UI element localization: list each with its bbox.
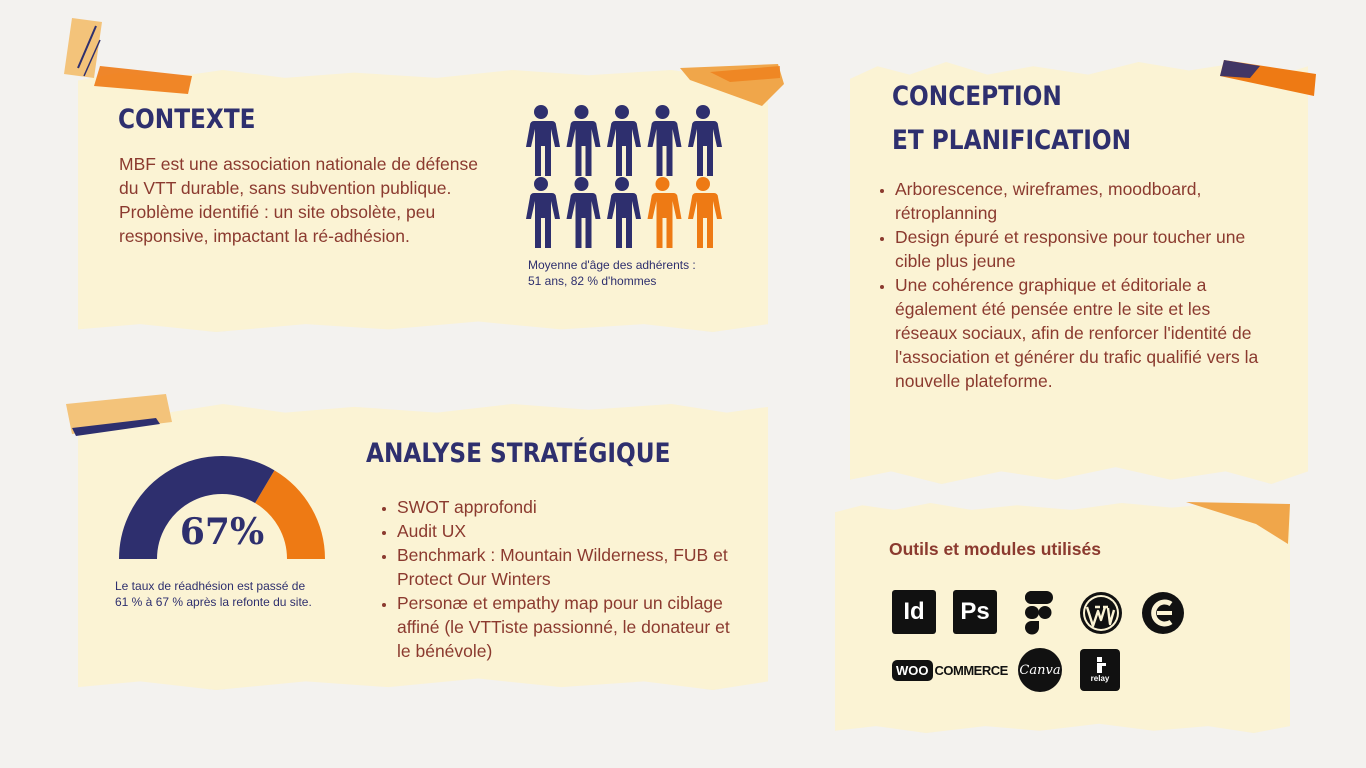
contexte-text <box>119 152 489 248</box>
relay-label: relay <box>1090 674 1110 683</box>
person-icon <box>688 177 722 248</box>
age-caption-line: 51 ans, 82 % d'hommes <box>528 274 657 288</box>
contexte-paragraph: MBF est une association nationale de défense du VTT durable, sans subvention publique. <box>119 154 478 198</box>
gauge-caption <box>115 578 350 610</box>
tape-decoration <box>1220 58 1318 102</box>
person-icon <box>526 105 560 176</box>
age-caption <box>528 257 748 289</box>
person-icon <box>607 177 641 248</box>
elementor-icon <box>1140 590 1186 636</box>
person-icon <box>567 177 601 248</box>
person-icon <box>648 105 682 176</box>
woocommerce-icon <box>892 657 1008 683</box>
canva-label: Canva <box>1019 662 1061 678</box>
conception-title-line: CONCEPTION <box>892 81 1062 112</box>
tape-decoration <box>64 18 196 94</box>
mondial-relay-icon <box>1080 649 1120 691</box>
contexte-title: CONTEXTE <box>118 104 256 135</box>
age-caption-line: Moyenne d'âge des adhérents : <box>528 258 696 272</box>
list-item: • Personæ et empathy map pour un ciblage affiné (le VTTiste passionné, le donateur et le bénévole) <box>397 591 739 663</box>
person-icon <box>526 177 560 248</box>
commerce-label: COMMERCE <box>934 662 1008 678</box>
indesign-icon <box>892 590 936 634</box>
gauge-value-label: 67% <box>179 511 265 553</box>
analyse-list <box>379 495 739 663</box>
woo-label: WOO <box>892 660 933 681</box>
conception-title <box>892 75 1062 119</box>
list-item: • Une cohérence graphique et éditoriale a également été pensée entre le site et les réseaux sociaux, afin de renforcer l'identité de l'association et générer du trafic qualifié vers la nouvelle plateforme. <box>895 273 1267 393</box>
person-icon <box>688 105 722 176</box>
tape-decoration <box>66 394 174 440</box>
gauge-caption-line: 61 % à 67 % après la refonte du site. <box>115 595 312 609</box>
figma-icon <box>1023 590 1055 636</box>
photoshop-icon <box>953 590 997 634</box>
analyse-title: ANALYSE STRATÉGIQUE <box>366 438 671 469</box>
gauge-caption-line: Le taux de réadhésion est passé de <box>115 579 306 593</box>
list-item: • SWOT approfondi <box>397 495 739 519</box>
list-item: • Benchmark : Mountain Wilderness, FUB et Protect Our Winters <box>397 543 739 591</box>
people-pictogram <box>520 104 726 248</box>
person-icon <box>607 105 641 176</box>
conception-title-line: ET PLANIFICATION <box>892 125 1132 156</box>
outils-title: Outils et modules utilisés <box>889 539 1101 559</box>
relay-mark-icon <box>1092 656 1108 674</box>
list-item: • Audit UX <box>397 519 739 543</box>
conception-list <box>877 177 1267 393</box>
tape-decoration <box>1186 500 1292 546</box>
indesign-label: Id <box>903 598 925 625</box>
person-icon <box>567 105 601 176</box>
list-item: • Arborescence, wireframes, moodboard, rétroplanning <box>895 177 1267 225</box>
contexte-paragraph: Problème identifié : un site obsolète, peu responsive, impactant la ré-adhésion. <box>119 202 436 246</box>
tape-decoration <box>680 62 784 106</box>
canva-icon <box>1018 648 1062 692</box>
photoshop-label: Ps <box>960 598 990 625</box>
list-item: • Design épuré et responsive pour toucher une cible plus jeune <box>895 225 1267 273</box>
person-icon <box>648 177 682 248</box>
wordpress-icon <box>1078 590 1124 636</box>
conception-subtitle <box>892 119 1131 163</box>
